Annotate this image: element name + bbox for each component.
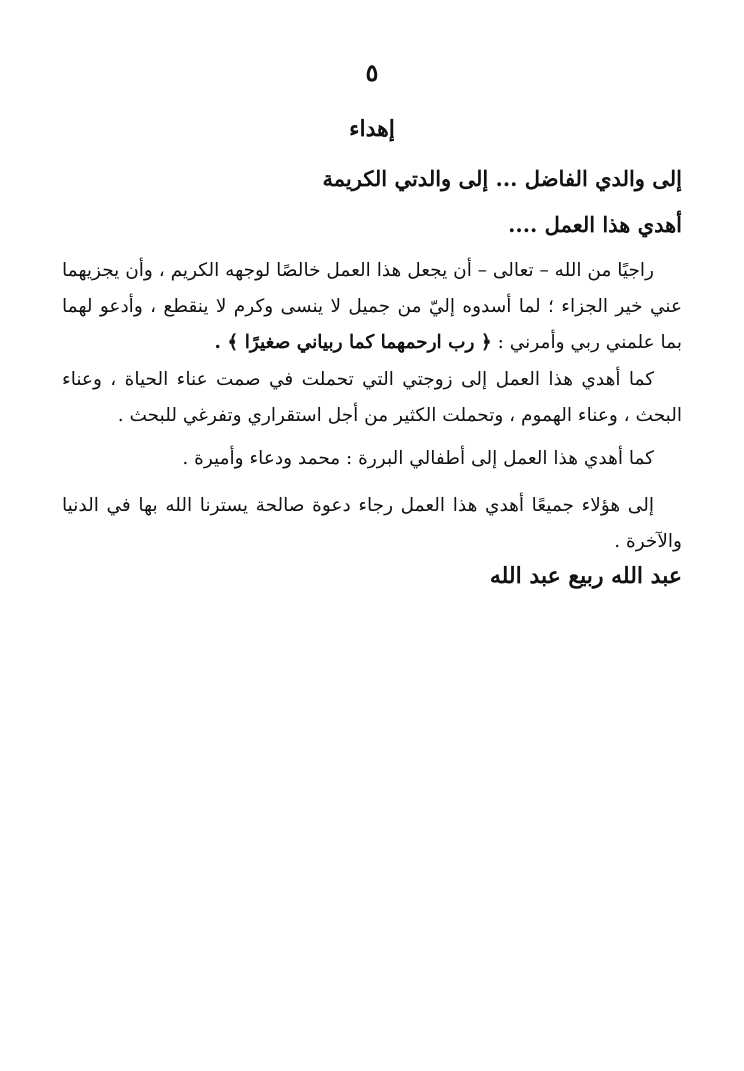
paragraph-closing-text: إلى هؤلاء جميعًا أهدي هذا العمل رجاء دعوة صالحة يسترنا الله بها في الدنيا والآخرة .	[62, 495, 682, 552]
paragraph-prayer	[62, 253, 682, 361]
paragraph-wife	[62, 362, 682, 434]
dedication-title: إهداء	[349, 116, 395, 142]
paragraph-children	[62, 441, 682, 477]
paragraph-children-text: كما أهدي هذا العمل إلى أطفالي البررة : محمد ودعاء وأميرة .	[182, 448, 654, 469]
quran-verse: ﴿ رب ارحمهما كما ربياني صغيرًا ﴾ .	[214, 332, 492, 353]
page-number: ٥	[365, 58, 379, 87]
dedication-line-parents: إلى والدي الفاضل ... إلى والدتي الكريمة	[322, 166, 682, 191]
author-signature: عبد الله ربيع عبد الله	[489, 563, 682, 589]
paragraph-prayer-text: راجيًا من الله – تعالى – أن يجعل هذا العمل خالصًا لوجهه الكريم ، وأن يجزيهما عني خير الجزاء ؛ لما أسدوه إليّ من جميل لا ينسى وكرم لا ينقطع ، وأدعو لهما بما علمني ربي وأمرني :	[62, 260, 682, 353]
paragraph-closing	[62, 488, 682, 560]
paragraph-wife-text: كما أهدي هذا العمل إلى زوجتي التي تحملت في صمت عناء الحياة ، وعناء البحث ، وعناء الهموم ، وتحملت الكثير من أجل استقراري وتفرغي للبحث .	[62, 369, 682, 426]
dedication-line-work: أهدي هذا العمل ....	[508, 212, 682, 237]
